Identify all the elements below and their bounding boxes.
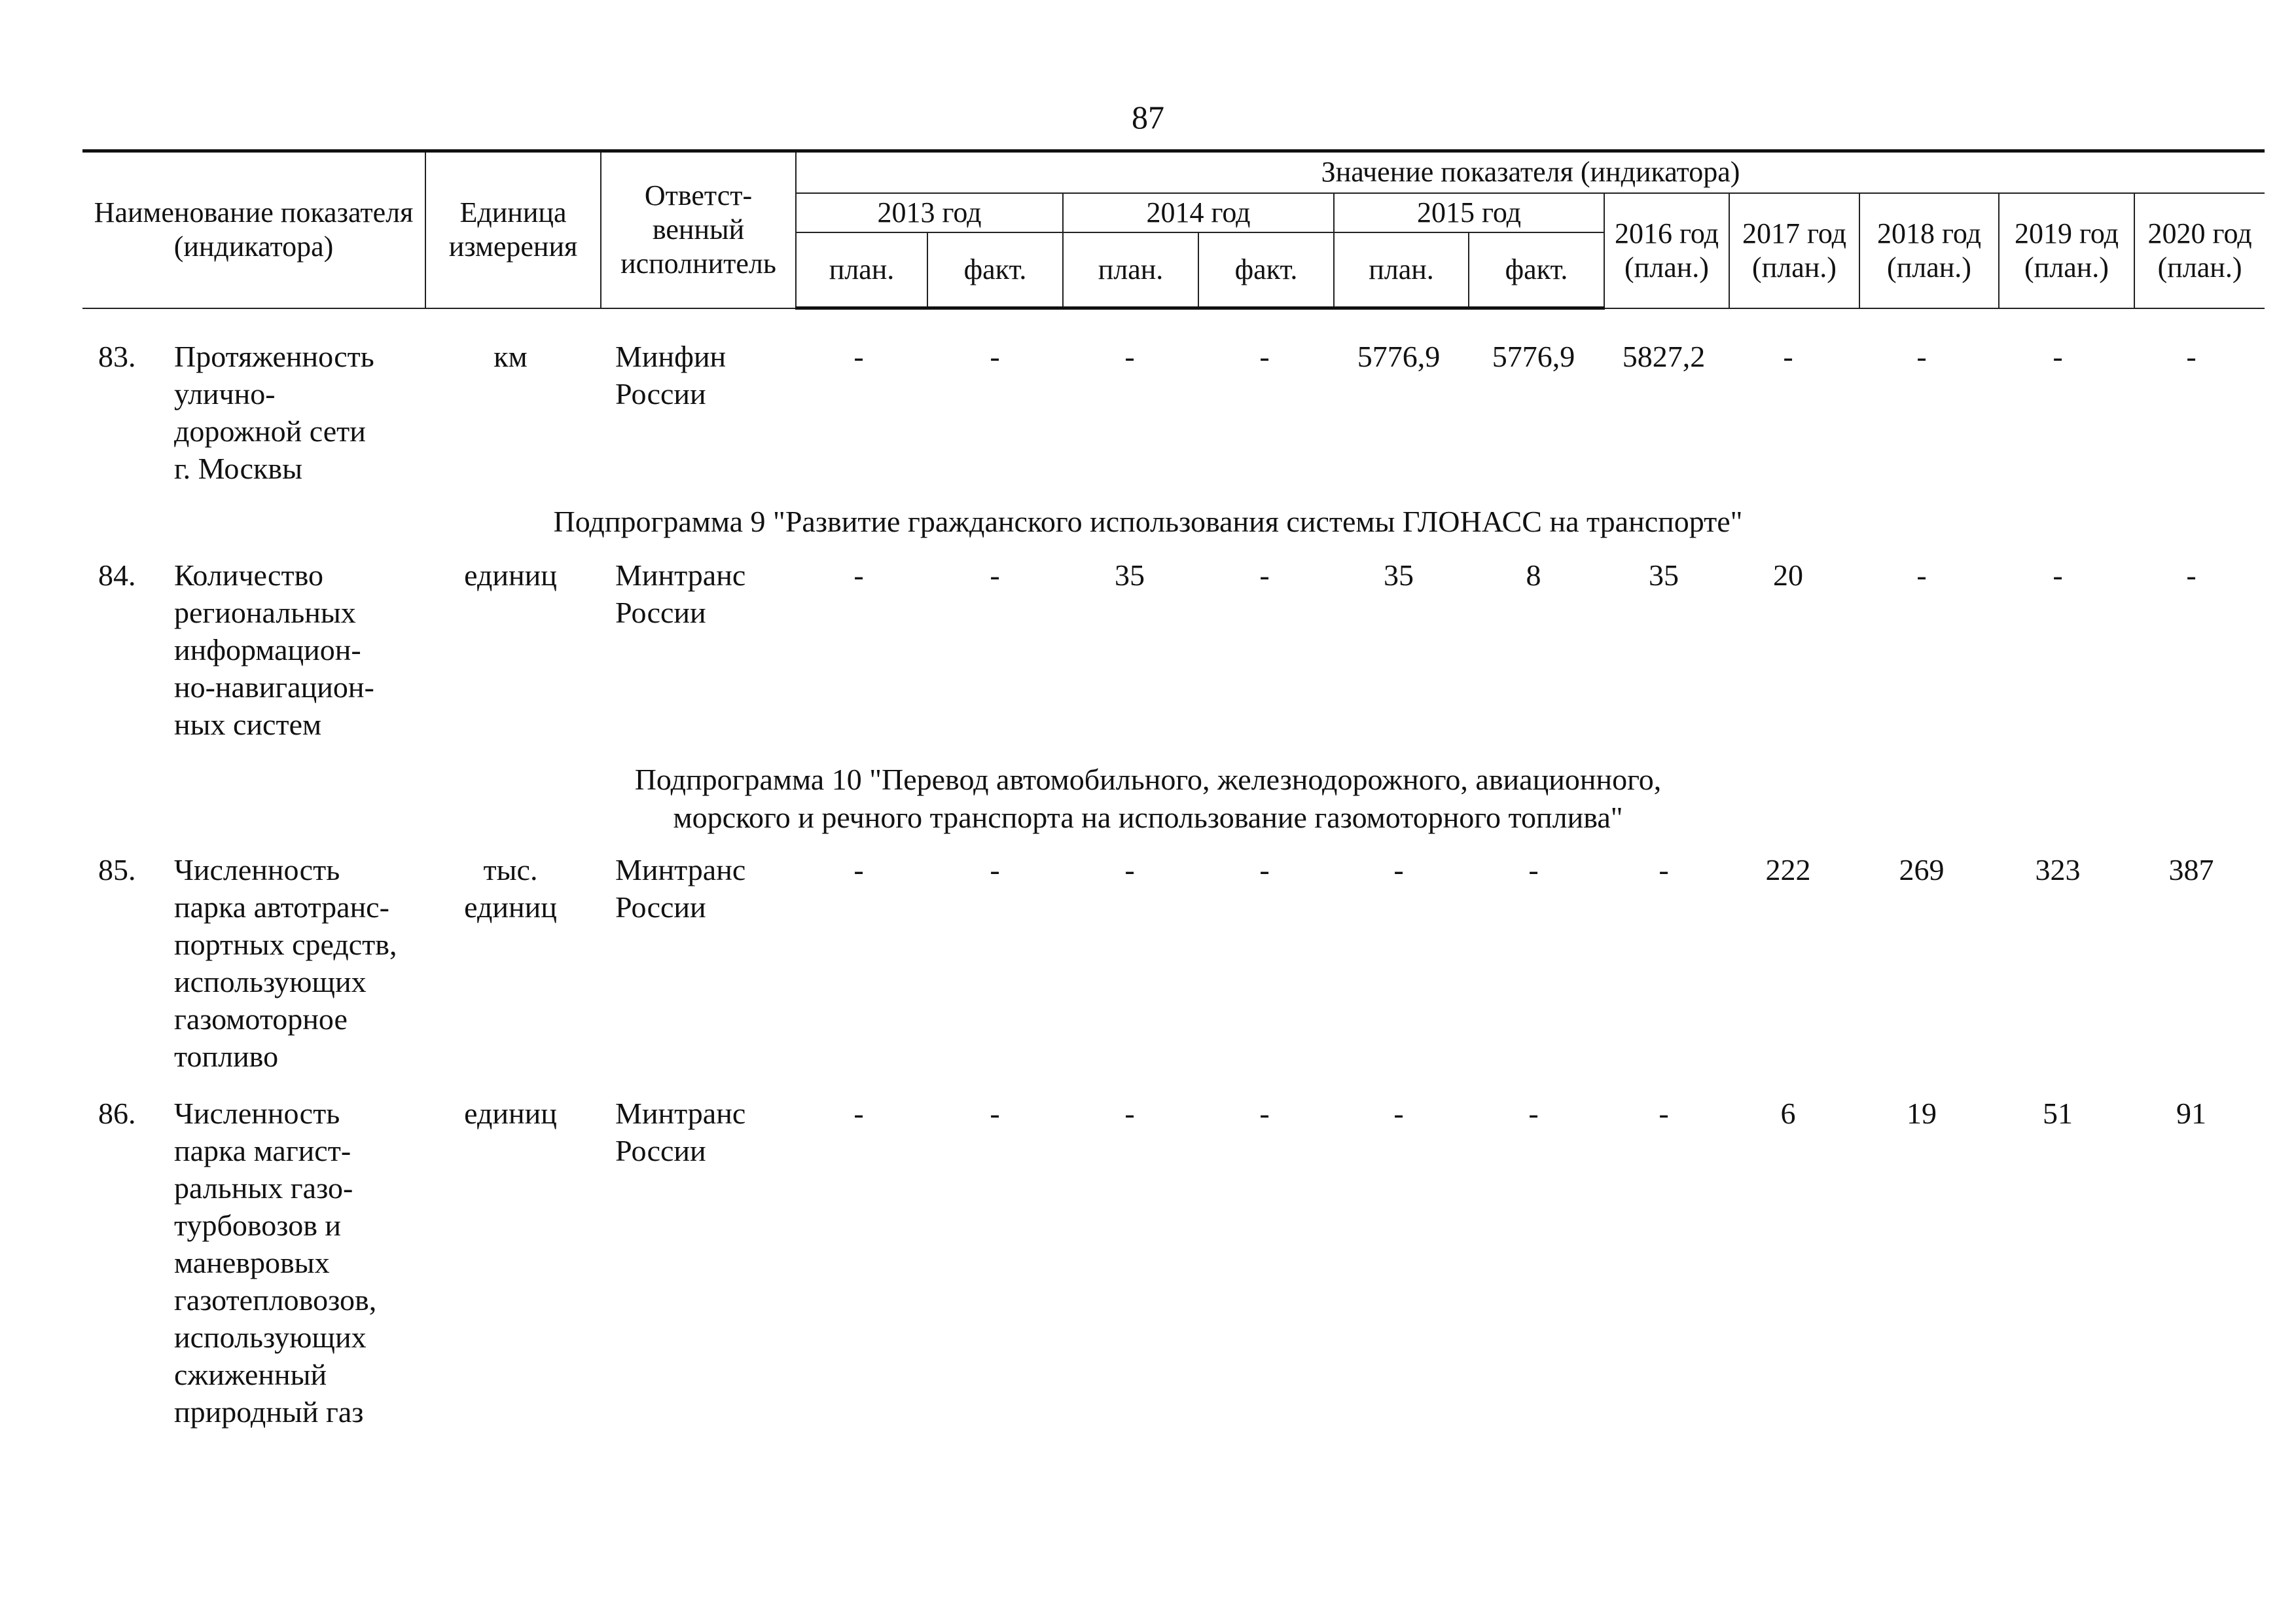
header-2015-fact: факт. [1469, 232, 1604, 308]
value-cell: - [1528, 853, 1539, 886]
indicator-name-line: портных средств, [174, 928, 397, 961]
value-cell: - [2186, 340, 2197, 373]
value-cell: - [990, 1097, 1000, 1130]
indicator-name-line: Протяженность [174, 340, 374, 373]
subprogram-heading-line: Подпрограмма 10 "Перевод автомобильного, железнодорожного, авиационного, [634, 763, 1662, 796]
header-year-2017: 2017 год (план.) [1729, 193, 1859, 308]
header-value-group: Значение показателя (индикатора) [796, 151, 2265, 193]
header-2015-plan: план. [1334, 232, 1469, 308]
value-cell: - [1124, 340, 1135, 373]
responsible-executor [615, 851, 812, 926]
indicator-name-line: ральных газо- [174, 1171, 353, 1205]
page-number: 87 [1132, 99, 1164, 136]
indicator-name [174, 1095, 436, 1431]
header-indicator-name: Наименование показателя (индикатора) [82, 151, 425, 308]
indicator-name [174, 338, 436, 487]
indicator-name [174, 851, 436, 1075]
header-year-2020: 2020 год (план.) [2134, 193, 2265, 308]
value-cell: - [990, 853, 1000, 886]
indicator-name-line: использующих [174, 1321, 367, 1354]
unit-of-measure-line: тыс. [483, 853, 538, 886]
unit-of-measure [432, 338, 589, 375]
indicator-name [174, 556, 436, 743]
value-cell: 6 [1780, 1097, 1796, 1130]
subprogram-heading [0, 503, 2296, 541]
responsible-executor-line: Минтранс [615, 1097, 746, 1130]
value-cell: - [2053, 340, 2063, 373]
unit-of-measure-line: единиц [464, 558, 557, 592]
value-cell: - [1659, 1097, 1669, 1130]
responsible-executor-line: Минтранс [615, 853, 746, 886]
value-cell: - [853, 1097, 864, 1130]
value-cell: - [1259, 853, 1270, 886]
value-cell: 387 [2168, 853, 2214, 886]
indicator-name-line: сжиженный [174, 1358, 327, 1391]
value-cell: - [2053, 558, 2063, 592]
indicator-name-line: парка магист- [174, 1134, 351, 1167]
indicator-name-line: турбовозов и [174, 1209, 342, 1242]
value-cell: - [1528, 1097, 1539, 1130]
value-cell: 35 [1649, 558, 1679, 592]
value-cell: 20 [1773, 558, 1803, 592]
indicator-name-line: но-навигацион- [174, 670, 374, 704]
value-cell: 35 [1384, 558, 1414, 592]
value-cell: 222 [1765, 853, 1811, 886]
indicator-name-line: природный газ [174, 1395, 364, 1429]
value-cell: - [1259, 558, 1270, 592]
value-cell: 5776,9 [1492, 340, 1575, 373]
value-cell: - [1916, 340, 1927, 373]
indicator-name-line: ных систем [174, 708, 322, 741]
value-cell: - [990, 340, 1000, 373]
header-year-2018: 2018 год (план.) [1859, 193, 1999, 308]
header-year-2016: 2016 год (план.) [1604, 193, 1729, 308]
value-cell: - [1259, 1097, 1270, 1130]
value-cell: 35 [1115, 558, 1145, 592]
subprogram-heading-line: Подпрограмма 9 "Развитие гражданского использования системы ГЛОНАСС на транспорте" [553, 505, 1743, 538]
indicator-table-header [82, 149, 2265, 310]
indicator-name-line: дорожной сети [174, 414, 366, 448]
value-cell: - [853, 853, 864, 886]
responsible-executor-line: России [615, 890, 706, 924]
row-number: 83. [98, 340, 136, 373]
unit-of-measure-line: единиц [464, 890, 557, 924]
value-cell: 19 [1907, 1097, 1937, 1130]
responsible-executor-line: России [615, 377, 706, 410]
responsible-executor-line: России [615, 1134, 706, 1167]
subprogram-heading-line: морского и речного транспорта на использование газомоторного топлива" [673, 801, 1623, 834]
responsible-executor-line: Минфин [615, 340, 726, 373]
indicator-name-line: газотепловозов, [174, 1283, 377, 1317]
indicator-name-line: информацион- [174, 633, 361, 666]
indicator-name-line: газомоторное [174, 1002, 348, 1036]
row-number: 85. [98, 853, 136, 886]
value-cell: - [853, 340, 864, 373]
indicator-name-line: Численность [174, 1097, 340, 1130]
responsible-executor [615, 1095, 812, 1169]
unit-of-measure [432, 556, 589, 594]
value-cell: - [853, 558, 864, 592]
responsible-executor-line: России [615, 596, 706, 629]
header-unit: Единица измерения [425, 151, 601, 308]
value-cell: 8 [1526, 558, 1541, 592]
header-year-2013: 2013 год [796, 193, 1063, 232]
responsible-executor [615, 338, 812, 412]
value-cell: - [1124, 853, 1135, 886]
indicator-name-line: маневровых [174, 1246, 330, 1279]
unit-of-measure [432, 1095, 589, 1132]
value-cell: 323 [2035, 853, 2081, 886]
header-2014-plan: план. [1063, 232, 1198, 308]
responsible-executor [615, 556, 812, 631]
value-cell: - [1259, 340, 1270, 373]
unit-of-measure-line: единиц [464, 1097, 557, 1130]
value-cell: - [990, 558, 1000, 592]
indicator-name-line: Количество [174, 558, 323, 592]
value-cell: - [1393, 1097, 1404, 1130]
responsible-executor-line: Минтранс [615, 558, 746, 592]
unit-of-measure [432, 851, 589, 926]
subprogram-heading [0, 761, 2296, 837]
header-year-2014: 2014 год [1063, 193, 1334, 232]
header-2014-fact: факт. [1198, 232, 1334, 308]
value-cell: 5827,2 [1622, 340, 1706, 373]
header-2013-fact: факт. [927, 232, 1063, 308]
value-cell: - [1916, 558, 1927, 592]
value-cell: - [2186, 558, 2197, 592]
value-cell: 5776,9 [1357, 340, 1441, 373]
value-cell: 51 [2043, 1097, 2073, 1130]
header-2013-plan: план. [796, 232, 927, 308]
value-cell: - [1783, 340, 1793, 373]
indicator-name-line: г. Москвы [174, 452, 302, 485]
indicator-name-line: улично- [174, 377, 276, 410]
indicator-name-line: парка автотранс- [174, 890, 389, 924]
header-responsible: Ответст-венный исполнитель [601, 151, 796, 308]
header-year-2019: 2019 год (план.) [1999, 193, 2134, 308]
value-cell: - [1659, 853, 1669, 886]
indicator-name-line: региональных [174, 596, 356, 629]
unit-of-measure-line: км [493, 340, 528, 373]
indicator-name-line: Численность [174, 853, 340, 886]
value-cell: - [1124, 1097, 1135, 1130]
header-year-2015: 2015 год [1334, 193, 1604, 232]
indicator-name-line: использующих [174, 965, 367, 998]
indicator-name-line: топливо [174, 1040, 279, 1073]
row-number: 86. [98, 1097, 136, 1130]
value-cell: - [1393, 853, 1404, 886]
value-cell: 269 [1899, 853, 1945, 886]
value-cell: 91 [2176, 1097, 2206, 1130]
row-number: 84. [98, 558, 136, 592]
